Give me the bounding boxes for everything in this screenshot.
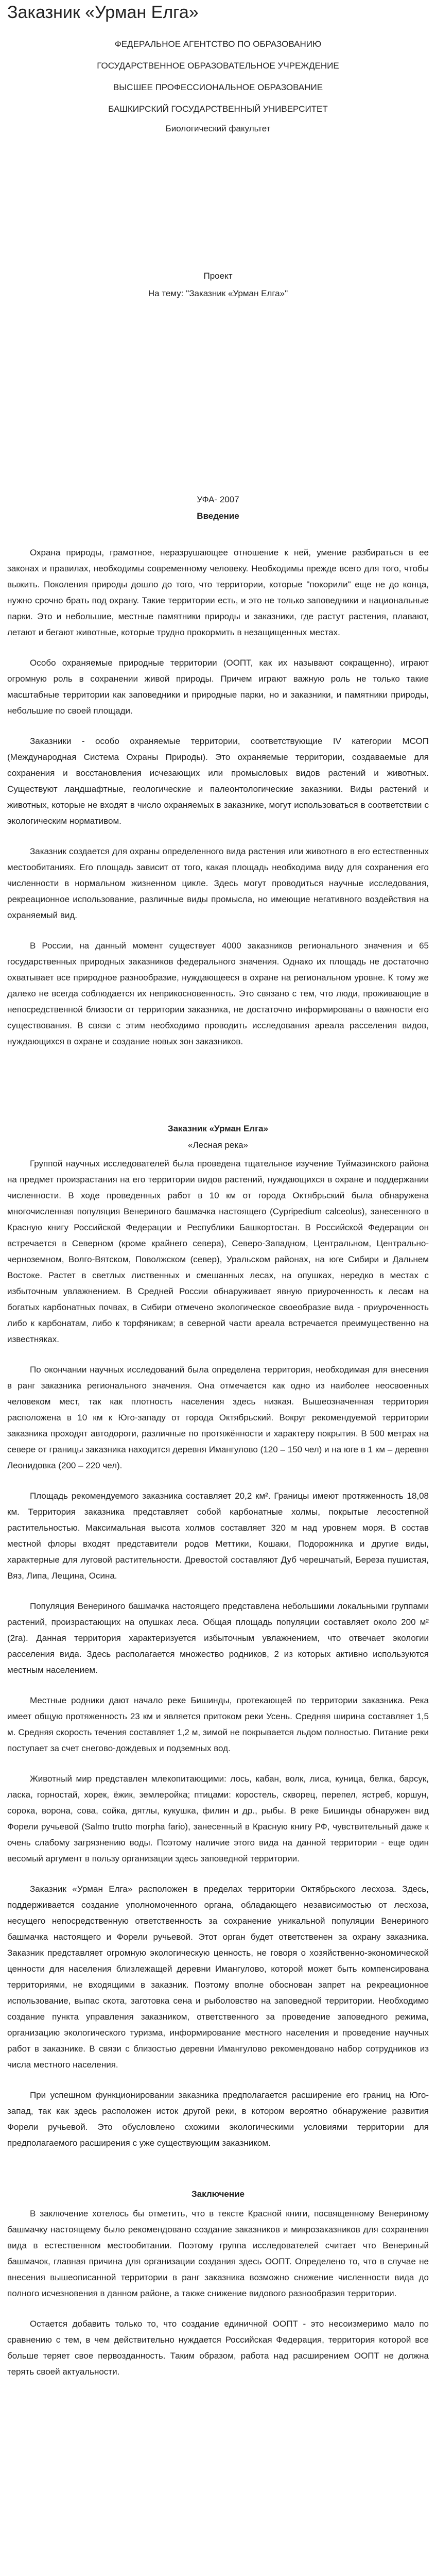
- intro-paragraph: Заказники - особо охраняемые территории, соответствующие IV категории МСОП (Международная Система Охраны Природы). Это охраняемые территории, создаваемые для сохранения и восстановления исчезающих или промысловых видов растений и животных. Существуют ландшафтные, геологические и палеонтологические заказники. Виды растений и животных, которые не входят в число охраняемых в заказнике, могут использоваться в соответствии с экологическим нормативом.: [7, 736, 429, 826]
- intro-section: [7, 509, 429, 1049]
- main-paragraph: Популяция Венериного башмачка настоящего представлена небольшими локальными группами растений, произрастающих на опушках леса. Общая площадь популяции составляет около 200 м² (2га). Данная территория характеризуется избыточным увлажнением, что отвечает экологии расселения вида. Здесь располагается множество родников, 2 из которых активно используются местным населением.: [7, 1601, 429, 1675]
- title-line-university: БАШКИРСКИЙ ГОСУДАРСТВЕННЫЙ УНИВЕРСИТЕТ: [108, 104, 328, 114]
- title-line-agency: ФЕДЕРАЛЬНОЕ АГЕНТСТВО ПО ОБРАЗОВАНИЮ: [114, 39, 322, 49]
- main-paragraph: Животный мир представлен млекопитающими: лось, кабан, волк, лиса, куница, белка, барсук, ласка, горностай, хорек, ёжик, землеройка; птицами: коростель, скворец, перепел, ястреб, коршун, сорока, ворона, сова, сойка, дятлы, кукушка, филин и др., рыбы. В реке Бишинды обнаружен вид Форели ручьевой (Salmo trutto morpha fario), занесенный в Красную книгу РФ, чувствительный даже к очень слабому загрязнению воды. Поэтому наличие этого вида на данной территории - еще один весомый аргумент в пользу организации здесь заповедной территории.: [7, 1774, 429, 1864]
- project-topic: На тему: "Заказник «Урман Елга»": [148, 289, 288, 299]
- intro-heading: Введение: [197, 511, 239, 521]
- main-paragraph: Заказник «Урман Елга» расположен в пределах территории Октябрьского лесхоза. Здесь, поддерживается создание уполномоченного органа, обладающего независимостью от лесхоза, несущего непосредственную ответственность за сохранение уникальной популяции Венериного башмачка настоящего и Форели ручьевой. Этот орган будет ответственен за охрану заказника. Заказник представляет огромную экологическую ценность, не говоря о хозяйственно-экономической ценности для населения близлежащей деревни Имангулово, которой может быть компенсирована территориями, не входящими в заказник. Поэтому вполне обоснован запрет на рекреационное использование, выпас скота, заготовка сена и рыболовство на заповедной территории. Необходимо создание пункта управления заказником, ответственного за проведение заповедного режима, организацию экологического туризма, информирование местного населения и проведение научных работ в заказнике. В связи с близостью деревни Имангулово рекомендовано набор сотрудников из числа местного населения.: [7, 1884, 429, 2070]
- title-page: [7, 33, 429, 509]
- intro-paragraph: В России, на данный момент существует 4000 заказников регионального значения и 65 государственных природных заказников федерального значения. Однако их площадь не достаточно охватывает все природное разнообразие, нуждающееся в охране на региональном уровне. К тому же далеко не всегда соблюдается их неприкосновенность. Это связано с тем, что люди, проживающие в непосредственной близости от территории заказника, не достаточно информированы о важности его существования. В связи с этим необходимо проводить исследования ареала расселения видов, нуждающихся в охране и создание новых зон заказников.: [7, 941, 429, 1047]
- conclusion-section: [7, 2186, 429, 2380]
- conclusion-heading: Заключение: [191, 2189, 245, 2199]
- conclusion-paragraph: В заключение хотелось бы отметить, что в тексте Красной книги, посвященному Венериному башмачку настоящему было рекомендовано создание заказников и микрозаказников для сохранения вида в естественном местообитании. Поэтому группа исследователей считает что Венериный башмачок, главная причина для организации создания здесь ООПТ. Определено то, что в случае не внесения вышеописанной территории в ранг заказника возможно снижение численности вида до полного исчезновения в данном районе, а также снижение видового разнообразия территории.: [7, 2209, 429, 2299]
- title-line-faculty: Биологический факультет: [165, 124, 271, 134]
- title-spacer-top: [7, 138, 429, 266]
- main-section: [7, 1121, 429, 2151]
- main-heading: Заказник «Урман Елга»: [167, 1124, 269, 1134]
- conclusion-paragraph: Остается добавить только то, что создание единичной ООПТ - это несоизмеримо мало по сравнению с тем, в чем действительно нуждается Российская Федерация, территория которой все больше теряет свое первозданность. Таким образом, работа над расширением ООПТ не должна терять своей актуальности.: [7, 2319, 429, 2377]
- main-paragraph: Площадь рекомендуемого заказника составляет 20,2 км². Границы имеют протяженность 18,08 км. Территория заказника представляет собой карбонатные холмы, покрытые лесостепной растительностью. Максимальная высота холмов составляет 320 м над уровнем моря. В состав местной флоры входят представители родов Меттики, Кошаки, Подорожника и другие виды, характерные для луговой растительности. Древостой составляют Дуб черешчатый, Береза пушистая, Вяз, Липа, Лещина, Осина.: [7, 1491, 429, 1581]
- city-year: УФА- 2007: [197, 495, 239, 505]
- main-paragraph: Группой научных исследователей была проведена тщательное изучение Туймазинского района на предмет произрастания на его территории видов растений, нуждающихся в охране и поддержании численности. В ходе проведенных работ в 10 км от города Октябрьский была обнаружена многочисленная популяция Венериного башмачка настоящего (Cypripedium calceolus), занесенного в Красную книгу Российской Федерации и Республики Башкортостан. В Российской Федерации он встречается в Северном (кроме крайнего севера), Северо-Западном, Центральном, Центрально-черноземном, Волго-Вятском, Поволжском (север), Уральском районах, на юге Сибири и Дальнем Востоке. Растет в светлых лиственных и смешанных лесах, на опушках, нередко в местах с избыточным увлажнением. В Средней России обнаруживает явную приуроченность к лесам на богатых карбонатных почвах, в Сибири отмечено экологическое своеобразие вида - приуроченность либо к карбонатам, либо к торфяникам; в северной части ареала встречается преимущественно на известняках.: [7, 1159, 429, 1345]
- intro-paragraph: Заказник создается для охраны определенного вида растения или животного в его естественных местообитаниях. Его площадь зависит от того, какая площадь необходима виду для сохранения его численности в нормальном жизненном цикле. Здесь могут проводиться научные исследования, рекреационное использование, различные виды промысла, но имеющие негативного воздействия на охраняемый вид.: [7, 846, 429, 921]
- intro-paragraph: Особо охраняемые природные территории (ООПТ, как их называют сокращенно), играют огромную роль в сохранении живой природы. Причем играют важную роль не только такие масштабные территории как заповедники и природные парки, но и заказники, и памятники природы, небольшие по своей площади.: [7, 658, 429, 716]
- title-line-education: ВЫСШЕЕ ПРОФЕССИОНАЛЬНОЕ ОБРАЗОВАНИЕ: [113, 82, 323, 93]
- title-spacer-bottom: [7, 301, 429, 491]
- section-spacer: [7, 1064, 429, 1121]
- section-spacer: [7, 2165, 429, 2186]
- intro-paragraph: Охрана природы, грамотное, неразрушающее отношение к ней, умение разбираться в ее законах и правилах, необходимы современному человеку. Необходимы прежде всего для того, чтобы выжить. Поколения природы дошло до того, что территории, которые "покорили" еще не до конца, нужно срочно брать под охрану. Такие территории есть, и это не только заповедники и национальные парки. Это и небольшие, местные памятники природы и заказники, где растут растения, плавают, летают и бегают животные, которые трудно прокормить в незащищенных местах.: [7, 548, 429, 638]
- main-paragraph: Местные родники дают начало реке Бишинды, протекающей по территории заказника. Река имеет общую протяженность 23 км и является притоком реки Усень. Средняя ширина составляет 1,5 м. Средняя скорость течения составляет 1,2 м, зимой не покрывается льдом полностью. Питание реки поступает за счет снегово-дождевых и подземных вод.: [7, 1696, 429, 1754]
- title-line-institution: ГОСУДАРСТВЕННОЕ ОБРАЗОВАТЕЛЬНОЕ УЧРЕЖДЕНИЕ: [97, 61, 339, 71]
- main-subheading: «Лесная река»: [188, 1140, 248, 1150]
- main-paragraph: При успешном функционировании заказника предполагается расширение его границ на Юго-запад, так как здесь расположен исток другой реки, в котором вероятно обнаружение развития Форели ручьевой. Это обусловлено схожими экологическими условиями территории для предполагаемого расширения с уже существующим заказником.: [7, 2090, 429, 2148]
- main-paragraph: По окончании научных исследований была определена территория, необходимая для внесения в ранг заказника регионального значения. Она отмечается как одно из наиболее неосвоенных человеком мест, так как плотность населения здесь низкая. Вышеозначенная территория расположена в 10 км к Юго-западу от города Октябрьский. Вокруг рекомендуемой территории заказника проходят автодороги, различные по протяжённости и характеру покрытия. В 500 метрах на севере от границы заказника находится деревня Имангулово (120 – 150 чел) и на юге в 1 км – деревня Леонидовка (200 – 220 чел).: [7, 1365, 429, 1471]
- project-label: Проект: [203, 271, 233, 281]
- document-title: Заказник «Урман Елга»: [7, 3, 199, 22]
